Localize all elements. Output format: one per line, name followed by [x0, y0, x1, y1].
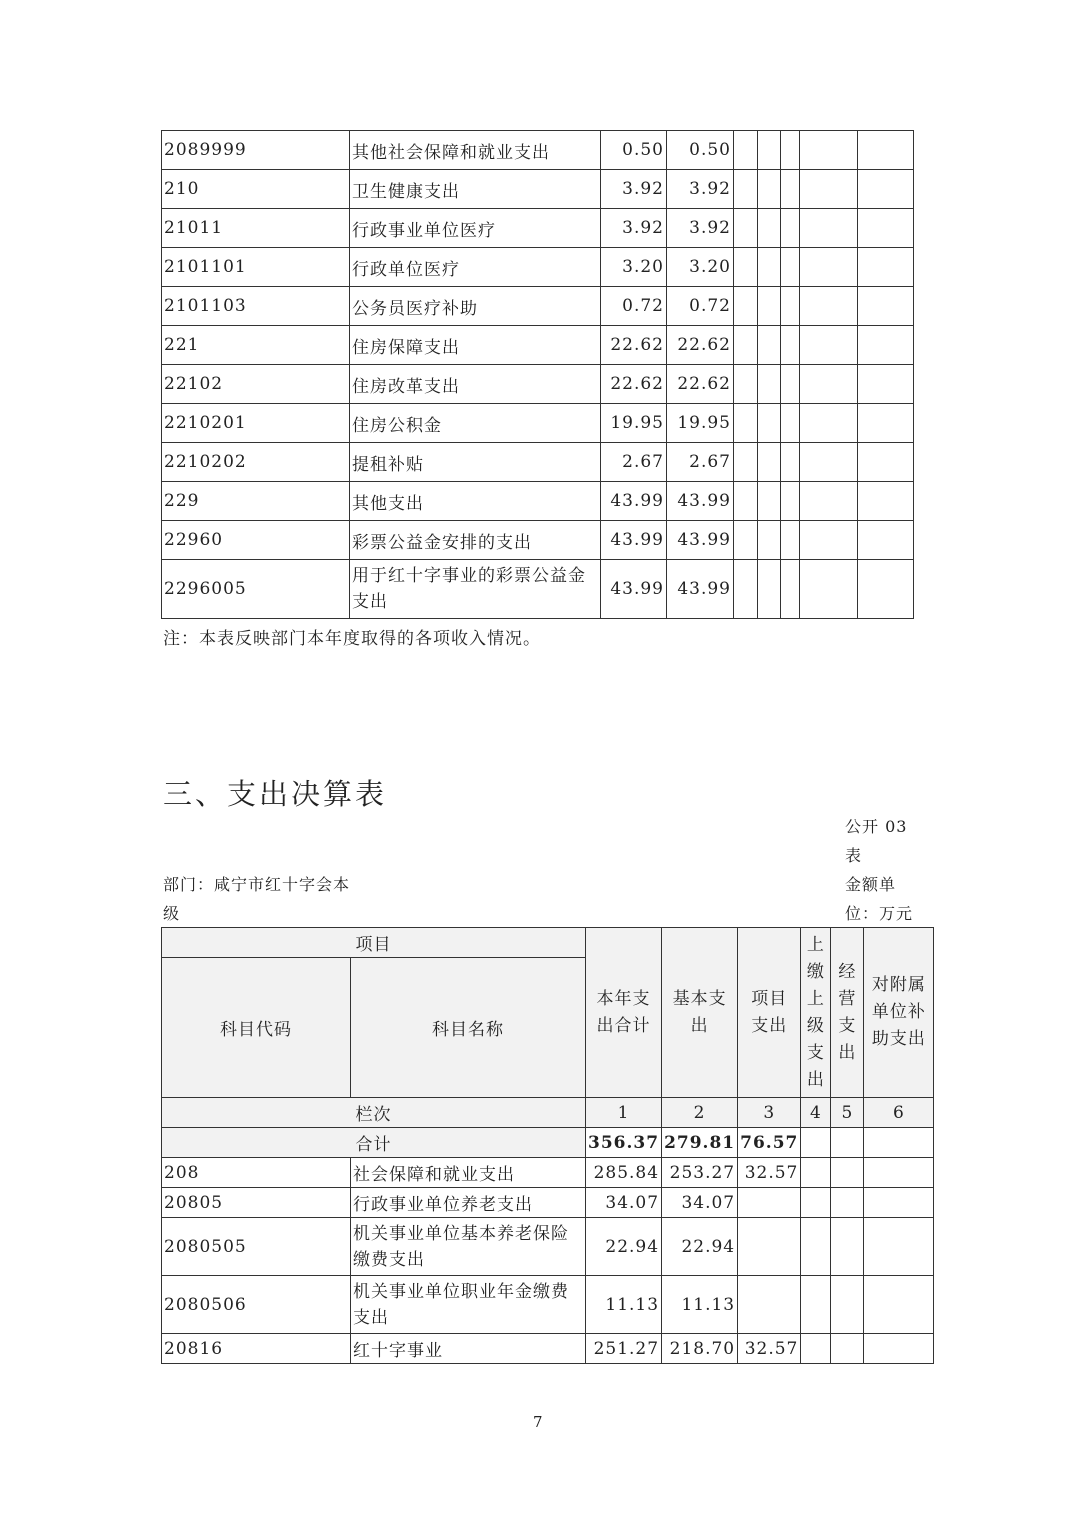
value-cell: 19.95: [667, 404, 734, 443]
col-subsidy: 对附属单位补助支出: [864, 928, 934, 1098]
name-cell: 公务员医疗补助: [350, 287, 601, 326]
code-cell: 2210201: [162, 404, 350, 443]
total-label: 合计: [162, 1128, 586, 1158]
code-cell: 2089999: [162, 131, 350, 170]
table-row: [162, 326, 914, 365]
code-cell: 22102: [162, 365, 350, 404]
table-row: [162, 131, 914, 170]
name-cell: 住房保障支出: [350, 326, 601, 365]
col-project: 项目支出: [738, 928, 801, 1098]
table-row: [162, 1276, 934, 1334]
table-row: [162, 248, 914, 287]
value-cell: 2.67: [601, 443, 667, 482]
value-cell: 0.50: [601, 131, 667, 170]
col-upper: 上缴上级支出: [801, 928, 831, 1098]
col-basic: 基本支出: [662, 928, 738, 1098]
value-cell: 218.70: [662, 1334, 738, 1364]
table-row: [162, 287, 914, 326]
name-cell: 行政事业单位医疗: [350, 209, 601, 248]
value-cell: 0.72: [601, 287, 667, 326]
code-cell: 20816: [162, 1334, 351, 1364]
index-1: 1: [586, 1098, 662, 1128]
code-cell: 229: [162, 482, 350, 521]
value-cell: 34.07: [586, 1188, 662, 1218]
value-cell: 22.94: [662, 1218, 738, 1276]
value-cell: [738, 1188, 801, 1218]
value-cell: 43.99: [667, 521, 734, 560]
code-cell: 210: [162, 170, 350, 209]
value-cell: 32.57: [738, 1334, 801, 1364]
name-cell: 住房公积金: [350, 404, 601, 443]
value-cell: 22.62: [667, 326, 734, 365]
total-v2: 279.81: [662, 1128, 738, 1158]
value-cell: 32.57: [738, 1158, 801, 1188]
table-row: [162, 404, 914, 443]
value-cell: 34.07: [662, 1188, 738, 1218]
table-row: [162, 1334, 934, 1364]
code-cell: 2101101: [162, 248, 350, 287]
name-cell: 彩票公益金安排的支出: [350, 521, 601, 560]
table-row: [162, 521, 914, 560]
code-cell: 2080505: [162, 1218, 351, 1276]
value-cell: 0.50: [667, 131, 734, 170]
value-cell: 0.72: [667, 287, 734, 326]
value-cell: [738, 1276, 801, 1334]
department-label: 部门：咸宁市红十字会本级: [163, 875, 351, 923]
name-cell: 机关事业单位职业年金缴费支出: [351, 1276, 586, 1334]
value-cell: 3.20: [601, 248, 667, 287]
table-note: 注：本表反映部门本年度取得的各项收入情况。: [163, 629, 541, 649]
value-cell: 43.99: [601, 482, 667, 521]
code-cell: 20805: [162, 1188, 351, 1218]
name-cell: 行政事业单位养老支出: [351, 1188, 586, 1218]
index-3: 3: [738, 1098, 801, 1128]
col-total: 本年支出合计: [586, 928, 662, 1098]
table-row: [162, 443, 914, 482]
section-title: 三、支出决算表: [163, 777, 388, 811]
form-id: 公开 03 表: [845, 817, 908, 865]
page-number: 7: [533, 1413, 543, 1431]
value-cell: 43.99: [601, 560, 667, 619]
code-cell: 2296005: [162, 560, 350, 619]
value-cell: 3.92: [667, 170, 734, 209]
value-cell: 43.99: [667, 560, 734, 619]
value-cell: 251.27: [586, 1334, 662, 1364]
col-code: 科目代码: [162, 958, 351, 1098]
value-cell: 2.67: [667, 443, 734, 482]
value-cell: 22.62: [601, 326, 667, 365]
code-cell: 208: [162, 1158, 351, 1188]
expense-table: [161, 927, 934, 1364]
index-4: 4: [801, 1098, 831, 1128]
value-cell: [738, 1218, 801, 1276]
code-cell: 2080506: [162, 1276, 351, 1334]
col-name: 科目名称: [351, 958, 586, 1098]
unit-label: 金额单位：万元: [845, 875, 914, 923]
code-cell: 2101103: [162, 287, 350, 326]
table-row: [162, 365, 914, 404]
value-cell: 19.95: [601, 404, 667, 443]
index-6: 6: [864, 1098, 934, 1128]
value-cell: 285.84: [586, 1158, 662, 1188]
table-row: [162, 1158, 934, 1188]
name-cell: 提租补贴: [350, 443, 601, 482]
row-index-label: 栏次: [162, 1098, 586, 1128]
code-cell: 21011: [162, 209, 350, 248]
name-cell: 其他社会保障和就业支出: [350, 131, 601, 170]
table-row: [162, 560, 914, 619]
name-cell: 机关事业单位基本养老保险缴费支出: [351, 1218, 586, 1276]
value-cell: 22.94: [586, 1218, 662, 1276]
total-v1: 356.37: [586, 1128, 662, 1158]
code-cell: 22960: [162, 521, 350, 560]
value-cell: 43.99: [667, 482, 734, 521]
col-business: 经营支出: [831, 928, 864, 1098]
table-row: [162, 170, 914, 209]
name-cell: 社会保障和就业支出: [351, 1158, 586, 1188]
name-cell: 用于红十字事业的彩票公益金支出: [350, 560, 601, 619]
name-cell: 其他支出: [350, 482, 601, 521]
value-cell: 3.92: [667, 209, 734, 248]
value-cell: 253.27: [662, 1158, 738, 1188]
value-cell: 11.13: [662, 1276, 738, 1334]
table-row: [162, 1218, 934, 1276]
index-5: 5: [831, 1098, 864, 1128]
table-row: [162, 1188, 934, 1218]
value-cell: 11.13: [586, 1276, 662, 1334]
code-cell: 221: [162, 326, 350, 365]
value-cell: 3.92: [601, 170, 667, 209]
name-cell: 卫生健康支出: [350, 170, 601, 209]
name-cell: 红十字事业: [351, 1334, 586, 1364]
name-cell: 行政单位医疗: [350, 248, 601, 287]
total-v3: 76.57: [738, 1128, 801, 1158]
income-table: [161, 130, 914, 619]
index-2: 2: [662, 1098, 738, 1128]
value-cell: 3.92: [601, 209, 667, 248]
value-cell: 3.20: [667, 248, 734, 287]
name-cell: 住房改革支出: [350, 365, 601, 404]
table-row: [162, 482, 914, 521]
table-row: [162, 209, 914, 248]
value-cell: 22.62: [601, 365, 667, 404]
header-group: 项目: [162, 928, 586, 958]
code-cell: 2210202: [162, 443, 350, 482]
value-cell: 43.99: [601, 521, 667, 560]
value-cell: 22.62: [667, 365, 734, 404]
